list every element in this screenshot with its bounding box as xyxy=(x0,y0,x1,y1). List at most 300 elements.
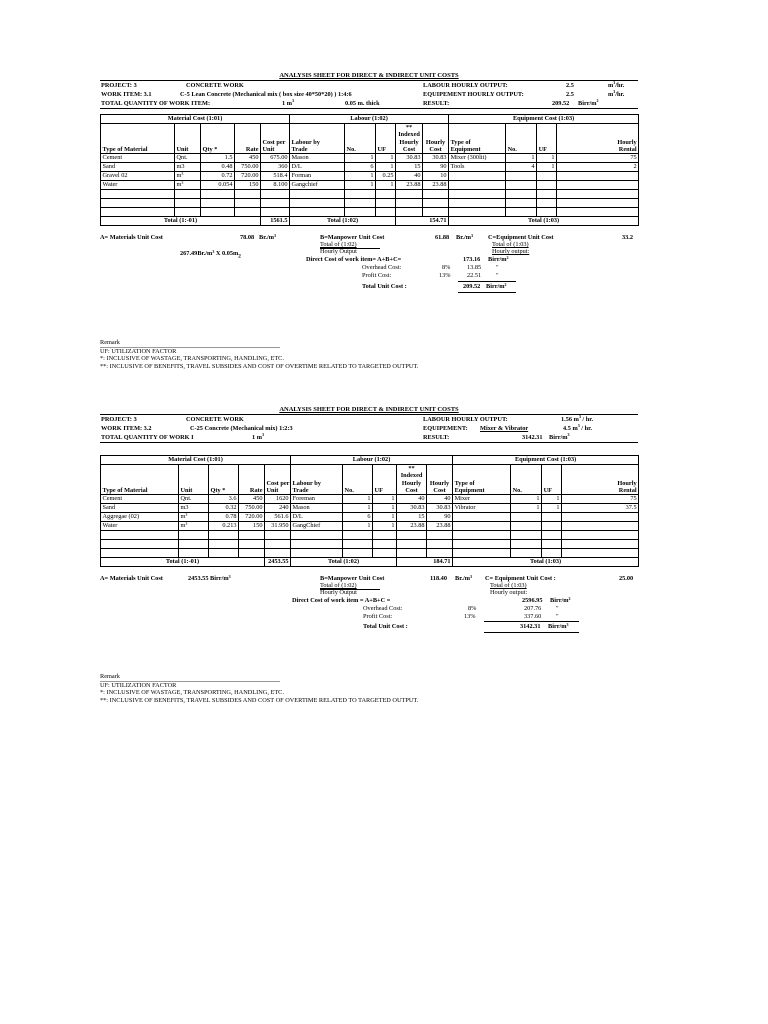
overhead-ditto: " xyxy=(496,264,499,272)
cell-eno xyxy=(511,522,542,531)
cell-mat: Aggregae (02) xyxy=(101,513,179,522)
empty-cell xyxy=(265,540,291,549)
cell-rent xyxy=(562,513,639,522)
cell-uf: 0.25 xyxy=(376,172,396,181)
note-double-star: **: INCLUSIVE OF BENEFITS, TRAVEL SUBSIDES AND COST OF OVERTIME RELATED TO TARGETED OUTPUT. xyxy=(100,696,419,704)
cell-ihc: 15 xyxy=(397,513,427,522)
empty-cell xyxy=(506,199,537,208)
material-group-header: Material Cost (1:01) xyxy=(101,115,290,124)
cell-uf: 1 xyxy=(373,495,397,504)
empty-cell xyxy=(290,199,345,208)
col-type-material: Type of Material xyxy=(101,124,175,154)
empty-row xyxy=(101,190,639,199)
empty-cell xyxy=(562,549,639,558)
profit-ditto: " xyxy=(496,272,499,280)
cell-qty: 0.213 xyxy=(209,522,239,531)
empty-cell xyxy=(423,208,449,217)
cell-qty: 0.78 xyxy=(209,513,239,522)
col-unit: Unit xyxy=(175,124,201,154)
cell-rent xyxy=(557,172,639,181)
cell-euf: 1 xyxy=(542,495,562,504)
cell-no: 6 xyxy=(345,163,376,172)
equip-output-value: 4.5 $m^3$ / hr. xyxy=(563,423,592,432)
empty-cell xyxy=(397,549,427,558)
overhead-percent: 8% xyxy=(442,264,451,272)
empty-cell xyxy=(427,549,453,558)
labour-group-header: Labour (1:02) xyxy=(291,456,453,465)
materials-unit-cost-label: A= Materials Unit Cost xyxy=(100,234,163,242)
col-hourly-cost: Hourly Cost xyxy=(423,124,449,154)
cell-qty: 0.32 xyxy=(209,504,239,513)
cell-euf xyxy=(542,513,562,522)
col-type-equipment: Type of Equipment xyxy=(453,465,511,495)
cell-euf: 1 xyxy=(537,163,557,172)
empty-cell xyxy=(397,540,427,549)
empty-cell xyxy=(557,208,639,217)
cell-trade: Forman xyxy=(290,172,345,181)
manpower-unit-cost-label: B=Manpower Unit Cost xyxy=(320,234,385,242)
cell-equip: Vibrator xyxy=(453,504,511,513)
empty-cell xyxy=(449,199,506,208)
col-qty: Qty * xyxy=(201,124,235,154)
empty-cell xyxy=(396,199,423,208)
cell-cpu: 240 xyxy=(265,504,291,513)
empty-cell xyxy=(291,549,343,558)
direct-cost-value: 2596.95 xyxy=(522,597,543,605)
work-item-label: WORK ITEM: 3.1 xyxy=(101,91,152,98)
direct-cost-unit: Birr/$m^2$ xyxy=(488,255,509,264)
cell-hc: 30.83 xyxy=(427,504,453,513)
cell-eno: 4 xyxy=(506,163,537,172)
empty-cell xyxy=(423,190,449,199)
cell-qty: 0.72 xyxy=(201,172,235,181)
equipment-hourly-output: Hourly output: xyxy=(490,589,528,597)
result-label: RESULT: xyxy=(423,434,450,441)
materials-unit-cost-value: 78.08 xyxy=(240,234,255,242)
manpower-hourly-output: Hourly Output xyxy=(320,589,357,597)
labour-total-label: Total (1:02) xyxy=(290,217,396,226)
profit-value: 337.60 xyxy=(524,613,542,621)
empty-cell xyxy=(179,540,209,549)
cell-no: 1 xyxy=(343,522,373,531)
cell-qty: 3.6 xyxy=(209,495,239,504)
overhead-value: 13.85 xyxy=(467,264,482,272)
empty-cell xyxy=(537,199,557,208)
empty-cell xyxy=(343,549,373,558)
result-value: 3142.31 xyxy=(522,434,543,441)
cell-equip: Mixer xyxy=(453,495,511,504)
cell-cpu: 360 xyxy=(261,163,290,172)
material-group-header: Material Cost (1:01) xyxy=(101,456,291,465)
note-star: *: INCLUSIVE OF WASTAGE, TRANSPORTING, HANDLING, ETC. xyxy=(100,689,284,696)
cell-mat: Water xyxy=(101,522,179,531)
cell-euf: 1 xyxy=(537,154,557,163)
cell-no: 1 xyxy=(345,154,376,163)
cell-unit: $m^3$ xyxy=(175,181,201,190)
equipment-unit-cost-label: C= Equipment Unit Cost : xyxy=(485,575,556,583)
empty-cell xyxy=(101,549,179,558)
equipment-unit-cost-value: 25.00 xyxy=(619,575,634,583)
empty-cell xyxy=(373,549,397,558)
cell-rate: 720.00 xyxy=(239,513,265,522)
cell-cpu: 675.00 xyxy=(261,154,290,163)
profit-label: Profit Cost: xyxy=(362,272,392,280)
note-double-star: **: INCLUSIVE OF BENEFITS, TRAVEL SUBSIDES AND COST OF OVERTIME RELATED TO TARGETED OUTPUT. xyxy=(100,362,419,370)
total-unit-cost-value: 209.52 xyxy=(463,283,481,291)
cell-ihc: 40 xyxy=(397,495,427,504)
cell-cpu: 8.100 xyxy=(261,181,290,190)
empty-cell xyxy=(506,190,537,199)
sheet-header xyxy=(100,414,638,443)
empty-cell xyxy=(175,199,201,208)
empty-cell xyxy=(201,190,235,199)
cell-uf: 1 xyxy=(376,181,396,190)
table-row xyxy=(101,154,639,163)
empty-cell xyxy=(449,190,506,199)
labour-output-unit: $m^3/hr$. xyxy=(608,80,625,89)
work-item-label: WORK ITEM: 3.2 xyxy=(101,425,152,432)
cost-table xyxy=(100,114,639,226)
cell-euf: 1 xyxy=(542,504,562,513)
equipment-hourly-output: Hourly output: xyxy=(492,248,530,256)
notes-2 xyxy=(100,673,638,704)
cell-euf xyxy=(537,172,557,181)
material-total-label: Total (1:-01) xyxy=(101,558,265,567)
sheet-header xyxy=(100,80,638,109)
col-labour-trade: Labour by Trade xyxy=(291,465,343,495)
cell-uf: 1 xyxy=(376,163,396,172)
cell-equip: Tools xyxy=(449,163,506,172)
empty-cell xyxy=(209,540,239,549)
cell-hc: 90 xyxy=(427,513,453,522)
empty-cell xyxy=(427,540,453,549)
cell-cpu: 561.6 xyxy=(265,513,291,522)
manpower-hourly-output: Hourly Output xyxy=(320,248,357,256)
cell-rent xyxy=(562,522,639,531)
cell-mat: Sand xyxy=(101,504,179,513)
overhead-label: Overhead Cost: xyxy=(362,264,402,272)
material-total-value: 2453.55 xyxy=(265,558,291,567)
cell-trade: D/L xyxy=(290,163,345,172)
cell-no: 1 xyxy=(345,181,376,190)
empty-cell xyxy=(345,199,376,208)
empty-cell xyxy=(291,540,343,549)
cell-no: 1 xyxy=(345,172,376,181)
empty-cell xyxy=(101,208,175,217)
total-quantity-value: 1 $m^3$ xyxy=(282,98,294,107)
col-labour-trade: Labour by Trade xyxy=(290,124,345,154)
cell-ihc: 15 xyxy=(396,163,423,172)
empty-cell xyxy=(453,531,511,540)
empty-cell xyxy=(261,208,290,217)
cell-hc: 10 xyxy=(423,172,449,181)
cell-rate: 720.00 xyxy=(235,172,261,181)
col-unit: Unit xyxy=(179,465,209,495)
empty-cell xyxy=(427,531,453,540)
empty-cell xyxy=(239,549,265,558)
col-cost-per-unit: Cost per Unit xyxy=(265,465,291,495)
col-rate: Rate xyxy=(235,124,261,154)
overhead-ditto: " xyxy=(556,605,559,613)
work-item-description: C-25 Concrete (Mechanical mix) 1:2:3 xyxy=(190,425,293,432)
cell-unit: m3 xyxy=(179,504,209,513)
table-row xyxy=(101,495,639,504)
cell-unit: $m^3$ xyxy=(175,172,201,181)
cell-eno xyxy=(511,513,542,522)
cell-uf: 1 xyxy=(376,154,396,163)
sheet-title: ANALYSIS SHEET FOR DIRECT & INDIRECT UNIT COSTS xyxy=(279,406,459,413)
total-quantity-label: TOTAL QUANTITY OF WORK I xyxy=(101,434,194,441)
cell-rent: 75 xyxy=(557,154,639,163)
empty-cell xyxy=(175,190,201,199)
table-row xyxy=(101,513,639,522)
labour-total-value: 184.71 xyxy=(397,558,453,567)
total-quantity-value: 1 $m^3$ xyxy=(252,432,264,441)
empty-cell xyxy=(453,540,511,549)
equip-output-unit: $m^3/hr$. xyxy=(608,89,625,98)
empty-cell xyxy=(557,190,639,199)
cell-hc: 23.88 xyxy=(423,181,449,190)
empty-cell xyxy=(179,531,209,540)
profit-label: Profit Cost: xyxy=(363,613,393,621)
empty-cell xyxy=(376,208,396,217)
cell-unit: m3 xyxy=(175,163,201,172)
cell-trade: Foreman xyxy=(291,495,343,504)
empty-cell xyxy=(291,531,343,540)
col-indexed-hourly-cost: ** Indexed Hourly Cost xyxy=(396,124,423,154)
cell-ihc: 30.83 xyxy=(396,154,423,163)
cell-qty: 0.48 xyxy=(201,163,235,172)
materials-unit-cost-value: 2453.55 Birr/$m^3$ xyxy=(188,574,231,583)
total-unit-cost-unit: Birr/$m^2$ xyxy=(486,282,507,291)
remark-label: Remark xyxy=(100,339,280,348)
equipment-group-header: Equipment Cost (1:03) xyxy=(453,456,639,465)
cell-ihc: 23.88 xyxy=(397,522,427,531)
cell-hc: 30.83 xyxy=(423,154,449,163)
empty-cell xyxy=(290,190,345,199)
overhead-label: Overhead Cost: xyxy=(363,605,403,613)
cell-rate: 450 xyxy=(239,495,265,504)
empty-cell xyxy=(542,549,562,558)
project-label: PROJECT: 3 xyxy=(101,82,137,89)
cell-qty: 0.054 xyxy=(201,181,235,190)
equipment-unit-cost-label: C=Equipment Unit Cost xyxy=(488,234,554,242)
materials-unit-cost-label: A= Materials Unit Cost xyxy=(100,575,163,583)
cell-trade: Gangchief xyxy=(290,181,345,190)
cell-mat: Water xyxy=(101,181,175,190)
overhead-value: 207.76 xyxy=(524,605,542,613)
material-total-value: 1561.5 xyxy=(261,217,290,226)
empty-cell xyxy=(562,531,639,540)
empty-cell xyxy=(101,190,175,199)
empty-cell xyxy=(235,208,261,217)
empty-cell xyxy=(265,549,291,558)
empty-cell xyxy=(209,531,239,540)
cell-rate: 150 xyxy=(235,181,261,190)
equip-output-label: EQUIPEMENT: xyxy=(423,425,468,432)
empty-cell xyxy=(373,531,397,540)
cell-euf xyxy=(542,522,562,531)
labour-group-header: Labour (1:02) xyxy=(290,115,449,124)
direct-cost-label: Direct Cost of work item = A+B+C = xyxy=(292,597,391,605)
cell-equip xyxy=(453,513,511,522)
empty-cell xyxy=(235,190,261,199)
col-type-material: Type of Material xyxy=(101,465,179,495)
equipment-total-label: Total (1:03) xyxy=(449,217,639,226)
cell-eno xyxy=(506,172,537,181)
empty-cell xyxy=(261,199,290,208)
cell-cpu: 31.950 xyxy=(265,522,291,531)
empty-cell xyxy=(511,531,542,540)
unit-cost-summary xyxy=(100,226,638,306)
overhead-percent: 8% xyxy=(468,605,477,613)
equip-output-value: 2.5 xyxy=(566,91,574,98)
equipment-total-label: Total (1:03) xyxy=(453,558,639,567)
table-row xyxy=(101,181,639,190)
result-unit: Birr/$m^3$ xyxy=(549,432,570,441)
material-total-label: Total (1:-01) xyxy=(101,217,261,226)
labour-output-value: 2.5 xyxy=(566,82,574,89)
cell-eno: 1 xyxy=(511,495,542,504)
empty-cell xyxy=(511,549,542,558)
cell-unit: Qnt. xyxy=(179,495,209,504)
cell-ihc: 23.88 xyxy=(396,181,423,190)
cell-hc: 90 xyxy=(423,163,449,172)
cell-mat: Gravel 02 xyxy=(101,172,175,181)
profit-percent: 13% xyxy=(439,272,451,280)
labour-output-label: LABOUR HOURLY OUTPUT: xyxy=(423,82,508,89)
work-item-description: C-5 Lean Concrete (Mechanical mix ( box size 40*50*20) ) 1:4:6 xyxy=(180,91,352,98)
equipment-total-ref: Total of (1:03) xyxy=(490,582,527,590)
note-star: *: INCLUSIVE OF WASTAGE, TRANSPORTING, HANDLING, ETC. xyxy=(100,355,284,362)
col-hourly-rental: Hourly Rental xyxy=(562,465,639,495)
empty-cell xyxy=(506,208,537,217)
empty-cell xyxy=(179,549,209,558)
cell-equip: Mixer (300lit) xyxy=(449,154,506,163)
cell-rent: 37.5 xyxy=(562,504,639,513)
labour-total-value: 154.71 xyxy=(396,217,449,226)
direct-cost-value: 173.16 xyxy=(463,256,481,264)
cell-unit: $m^3$ xyxy=(179,513,209,522)
empty-cell xyxy=(423,199,449,208)
materials-unit-cost-unit: $Br./m^3$ xyxy=(259,233,276,242)
empty-cell xyxy=(201,199,235,208)
cell-hc: 40 xyxy=(427,495,453,504)
empty-row xyxy=(101,540,639,549)
profit-value: 22.51 xyxy=(467,272,482,280)
manpower-unit-cost-label: B=Manpower Unit Cost xyxy=(320,575,385,583)
cell-trade: Mason xyxy=(291,504,343,513)
cell-euf xyxy=(537,181,557,190)
col-hourly-rental: Hourly Rental xyxy=(557,124,639,154)
equip-output-name: Mixer & Vibrator xyxy=(480,425,529,432)
cell-cpu: 1620 xyxy=(265,495,291,504)
cell-unit: $m^3$ xyxy=(179,522,209,531)
empty-cell xyxy=(101,540,179,549)
empty-cell xyxy=(239,540,265,549)
empty-cell xyxy=(101,199,175,208)
cell-rent: 75 xyxy=(562,495,639,504)
thickness: 0.05 m. thick xyxy=(345,100,380,107)
manpower-unit-cost-unit: $Br./m^3$ xyxy=(455,574,472,583)
cell-ihc: 40 xyxy=(396,172,423,181)
empty-cell xyxy=(542,540,562,549)
direct-cost-unit: Birr/$m^2$ xyxy=(550,596,571,605)
equipment-group-header: Equipment Cost (1:03) xyxy=(449,115,639,124)
col-equip-no: No. xyxy=(511,465,542,495)
empty-cell xyxy=(376,199,396,208)
equipment-total-ref: Total of (1:03) xyxy=(492,241,529,249)
empty-cell xyxy=(101,531,179,540)
col-rate: Rate xyxy=(239,465,265,495)
cell-rate: 150 xyxy=(239,522,265,531)
profit-ditto: " xyxy=(556,613,559,621)
table-row xyxy=(101,163,639,172)
cell-eno xyxy=(506,181,537,190)
labour-total-label: Total (1:02) xyxy=(291,558,397,567)
empty-cell xyxy=(209,549,239,558)
cell-mat: Cement xyxy=(101,154,175,163)
direct-cost-label: Direct Cost of work item= A+B+C= xyxy=(306,256,402,264)
col-uf: UF xyxy=(376,124,396,154)
manpower-total-ref: Total of (1:02) xyxy=(320,241,357,249)
cell-rent: 2 xyxy=(557,163,639,172)
cell-trade: Mason xyxy=(290,154,345,163)
cell-equip xyxy=(449,181,506,190)
cell-no: 1 xyxy=(343,504,373,513)
empty-cell xyxy=(396,190,423,199)
note-uf: UF: UTILIZATION FACTOR xyxy=(100,347,177,355)
col-no: No. xyxy=(345,124,376,154)
result-value: 209.52 xyxy=(552,100,570,107)
empty-cell xyxy=(239,531,265,540)
cell-uf: 1 xyxy=(373,513,397,522)
labour-output-label: LABOUR HOURLY OUTPUT: xyxy=(423,416,508,423)
empty-cell xyxy=(511,540,542,549)
col-equip-uf: UF xyxy=(542,465,562,495)
col-no: No. xyxy=(343,465,373,495)
cost-table xyxy=(100,455,639,567)
total-unit-cost-label: Total Unit Cost : xyxy=(362,283,407,291)
remark-label: Remark xyxy=(100,673,280,682)
empty-cell xyxy=(345,208,376,217)
cell-equip xyxy=(449,172,506,181)
col-indexed-hourly-cost: ** Indexed Hourly Cost xyxy=(397,465,427,495)
cell-uf: 1 xyxy=(373,522,397,531)
cell-rate: 450 xyxy=(235,154,261,163)
empty-cell xyxy=(562,540,639,549)
cell-rate: 750.00 xyxy=(235,163,261,172)
manpower-total-ref: Total of (1:02) xyxy=(320,582,357,590)
result-unit: Birr/$m^2$ xyxy=(578,98,599,107)
materials-calc: $267.49Br./m^3$ X $0.05m_2$ xyxy=(180,249,241,260)
section-name: CONCRETE WORK xyxy=(186,82,244,89)
cell-uf: 1 xyxy=(373,504,397,513)
cell-eno: 1 xyxy=(506,154,537,163)
empty-cell xyxy=(373,540,397,549)
analysis-sheet-1 xyxy=(100,72,638,306)
empty-cell xyxy=(376,190,396,199)
cell-equip xyxy=(453,522,511,531)
col-equip-no: No. xyxy=(506,124,537,154)
col-cost-per-unit: Cost per Unit xyxy=(261,124,290,154)
empty-cell xyxy=(265,531,291,540)
empty-cell xyxy=(343,531,373,540)
cell-cpu: 518.4 xyxy=(261,172,290,181)
cell-trade: GangChief xyxy=(291,522,343,531)
cell-ihc: 30.83 xyxy=(397,504,427,513)
table-row xyxy=(101,522,639,531)
